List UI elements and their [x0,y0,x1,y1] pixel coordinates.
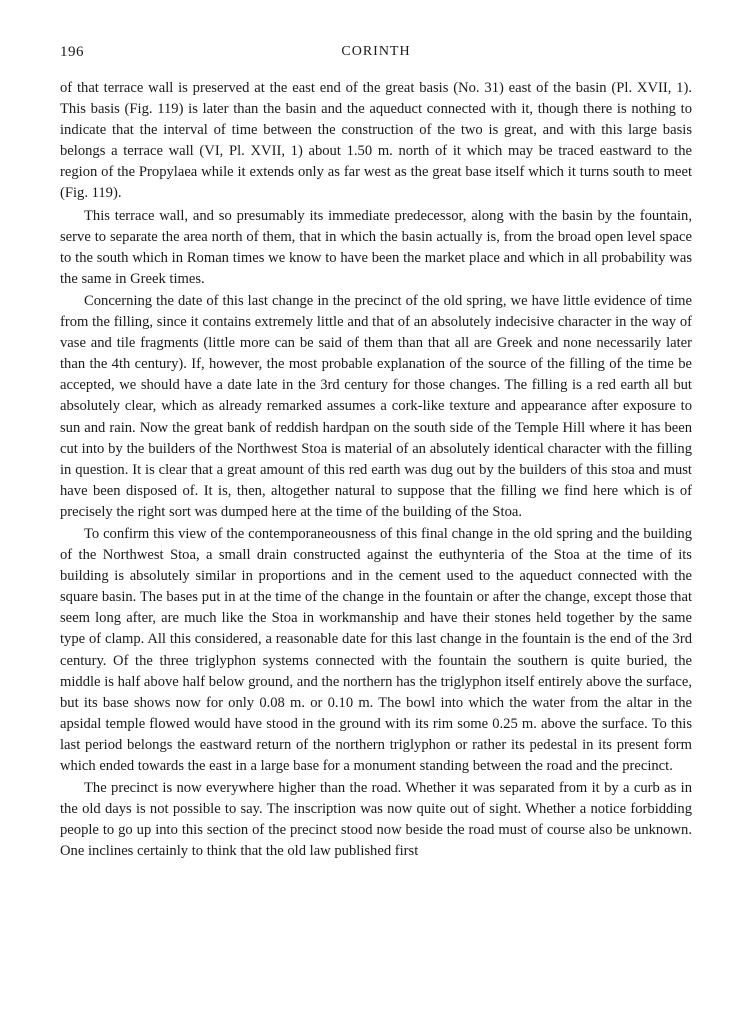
paragraph: This terrace wall, and so presumably its immediate predecessor, along with the basin by the fountain, serve to separate the area north of them, that in which the basin actually is, from the broad open level space to the south which in Roman times we know to have been the market place and which in all probability was the same in Greek times. [60,207,692,287]
paragraph: To confirm this view of the contemporaneousness of this final change in the old spring and the building of the Northwest Stoa, a small drain constructed against the euthynteria of the Stoa at the time of its building is absolutely similar in proportions and in the cement used to the aqueduct connected with the square basin. The bases put in at the time of the change in the fountain or after the change, except those that seem long after, are much like the Stoa in workmanship and have their stones held together by the same type of clamp. All this considered, a reasonable date for this last change in the fountain is the end of the 3rd century. Of the three triglyphon systems connected with the fountain the southern is quite buried, the middle is half above half below ground, and the northern has the triglyphon itself entirely above the surface, but its base shows now for only 0.08 m. or 0.10 m. The bowl into which the water from the altar in the apsidal temple flowed would have stood in the ground with its rim some 0.25 m. above the surface. To this last period belongs the eastward return of the northern triglyphon or rather its pedestal in its present form which ended towards the east in a large base for a monument standing between the road and the precinct. [60,525,692,774]
paragraph-continued: of that terrace wall is preserved at the east end of the great basis (No. 31) east of the basin (Pl. XVII, 1). This basis (Fig. 119) is later than the basin and the aqueduct connected with it, though there is nothing to indicate that the interval of time between the construction of the two is great, and with this large basis belongs a terrace wall (VI, Pl. XVII, 1) about 1.50 m. north of it which may be traced eastward to the region of the Propylaea while it extends only as far west as the great base itself which it turns south to meet (Fig. 119). [60,80,692,202]
body-text [60,78,692,862]
paragraph: Concerning the date of this last change in the precinct of the old spring, we have little evidence of time from the filling, since it contains extremely little and that of an absolutely indecisive character in the way of vase and tile fragments (little more can be said of them than that all are Greek and none necessarily later than the 4th century). If, however, the most probable explanation of the source of the filling of the time be accepted, we should have a date late in the 3rd century for those changes. The filling is a red earth all but absolutely clear, which as already remarked assumes a cork-like texture and appearance after exposure to sun and rain. Now the great bank of reddish hardpan on the south side of the Temple Hill where it has been cut into by the builders of the Northwest Stoa is material of an absolutely identical character with the filling in question. It is clear that a great amount of this red earth was dug out by the builders of this stoa and must have been disposed of. It is, then, altogether natural to suppose that the filling we find here which is of precisely the right sort was dumped here at the time of the building of the Stoa. [60,292,692,520]
paragraph: The precinct is now everywhere higher than the road. Whether it was separated from it by a curb as in the old days is not possible to say. The inscription was now quite out of sight. Whether a notice forbidding people to go up into this section of the precinct stood now beside the road must of course also be unknown. One inclines certainly to think that the old law published first [60,780,692,860]
header-title: CORINTH [341,44,411,59]
page-number: 196 [60,44,84,60]
running-head [60,44,692,68]
page [60,44,692,863]
